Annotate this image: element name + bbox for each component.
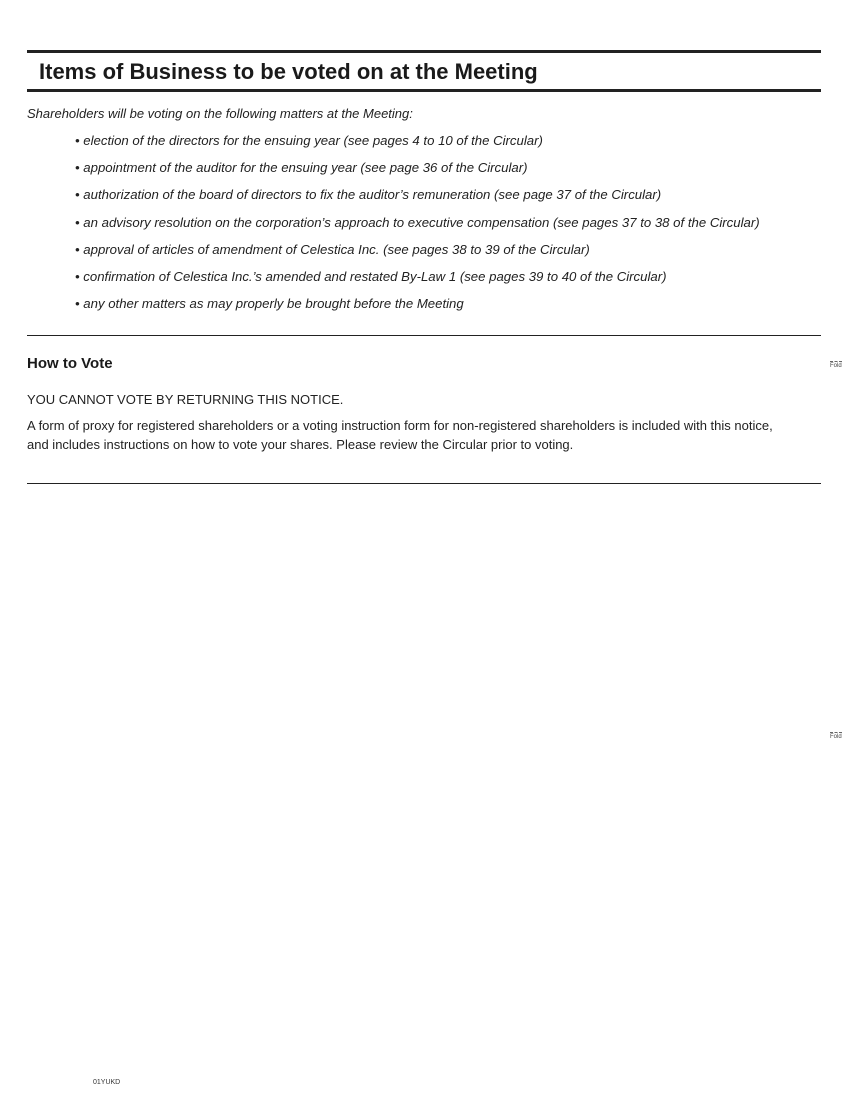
list-item: • authorization of the board of directors to fix the auditor’s remuneration (see page 37 of the Circular) bbox=[75, 187, 662, 203]
list-item: • election of the directors for the ensuing year (see pages 4 to 10 of the Circular) bbox=[75, 133, 543, 148]
list-item: • an advisory resolution on the corporation’s approach to executive compensation (see pages 37 to 38 of the Circular) bbox=[75, 214, 760, 230]
intro-text: Shareholders will be voting on the following matters at the Meeting: bbox=[27, 106, 413, 121]
document-code: 01YUKD bbox=[93, 1079, 121, 1086]
title-block bbox=[27, 50, 821, 92]
how-to-vote-heading: How to Vote bbox=[27, 355, 113, 372]
fold-mark: Fold bbox=[830, 363, 842, 369]
business-items-list bbox=[75, 133, 760, 323]
section-divider bbox=[27, 483, 821, 484]
list-item: • appointment of the auditor for the ensuing year (see page 36 of the Circular) bbox=[75, 160, 528, 176]
list-item: • confirmation of Celestica Inc.’s amended and restated By-Law 1 (see pages 39 to 40 of the Circular) bbox=[75, 268, 667, 284]
section-divider bbox=[27, 335, 821, 336]
list-item: • any other matters as may properly be brought before the Meeting bbox=[75, 296, 464, 312]
page-title: Items of Business to be voted on at the Meeting bbox=[39, 59, 538, 84]
list-item: • approval of articles of amendment of Celestica Inc. (see pages 38 to 39 of the Circular) bbox=[75, 241, 590, 257]
cannot-vote-notice: YOU CANNOT VOTE BY RETURNING THIS NOTICE. bbox=[27, 392, 344, 407]
fold-mark: Fold bbox=[830, 734, 842, 740]
how-to-vote-body: A form of proxy for registered shareholders or a voting instruction form for non-registered shareholders is included with this notice, and includes instructions on how to vote your shares. Please review the Circular prior to voting. bbox=[27, 418, 773, 452]
